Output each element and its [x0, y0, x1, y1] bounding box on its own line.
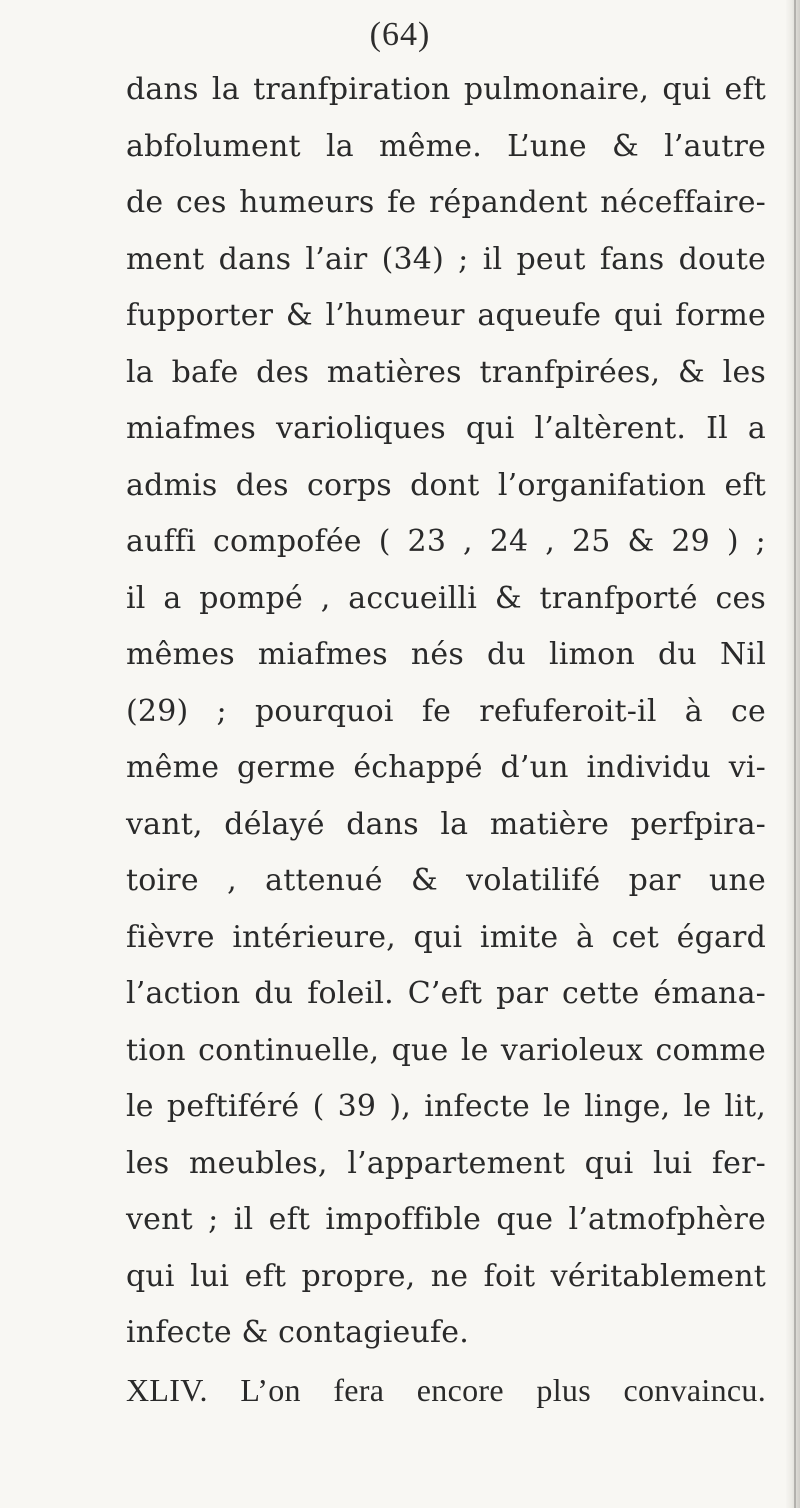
section-heading-line: XLIV. L’on fera encore plus convaincu. — [126, 1371, 766, 1408]
text-line: dans la tranfpiration pulmonaire, qui eft — [126, 72, 766, 107]
page-number: (64) — [369, 16, 431, 53]
text-line: toire , attenué & volatilifé par une — [126, 863, 766, 898]
body-text — [126, 62, 766, 1418]
page-edge-shadow — [786, 0, 800, 1508]
text-line: auffi compofée ( 23 , 24 , 25 & 29 ) ; — [126, 524, 766, 559]
text-line: tion continuelle, que le varioleux comme — [126, 1032, 766, 1068]
text-line: les meubles, l’appartement qui lui fer- — [126, 1145, 766, 1181]
text-line: le peftiféré ( 39 ), infecte le linge, le lit, — [126, 1089, 766, 1124]
text-line: fupporter & l’humeur aqueufe qui forme — [126, 298, 766, 333]
text-line: ment dans l’air (34) ; il peut fans doute — [126, 241, 766, 277]
text-line: fièvre intérieure, qui imite à cet égard — [126, 919, 766, 955]
text-line: infecte & contagieufe. — [126, 1315, 469, 1350]
text-line: admis des corps dont l’organifation eft — [126, 467, 766, 503]
text-line: vent ; il eft impoffible que l’atmofphère — [126, 1202, 766, 1237]
text-line: de ces humeurs fe répandent néceffaire- — [126, 185, 766, 220]
text-line: il a pompé , accueilli & tranfporté ces — [126, 580, 766, 616]
text-line: qui lui eft propre, ne foit véritablement — [126, 1258, 766, 1294]
text-line: miafmes varioliques qui l’altèrent. Il a — [126, 411, 766, 446]
text-line: la bafe des matières tranfpirées, & les — [126, 354, 766, 390]
text-line: abfolument la même. L’une & l’autre — [126, 128, 766, 164]
text-line: mêmes miafmes nés du limon du Nil — [126, 637, 766, 672]
text-line: même germe échappé d’un individu vi- — [126, 750, 766, 785]
page-edge-line — [794, 0, 796, 1508]
text-line: (29) ; pourquoi fe refuferoit-il à ce — [126, 693, 766, 729]
text-line: vant, délayé dans la matière perfpira- — [126, 806, 766, 842]
text-line: l’action du foleil. C’eft par cette émana- — [126, 976, 766, 1011]
